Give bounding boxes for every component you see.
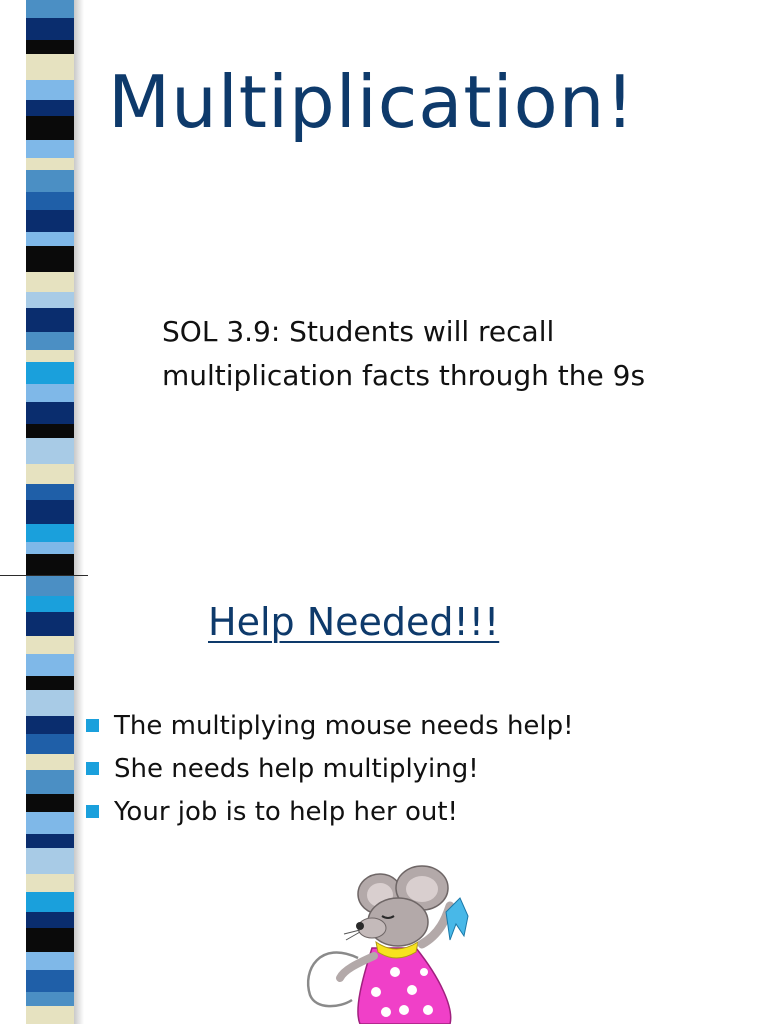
stripe-segment: [26, 874, 74, 892]
stripe-segment: [26, 754, 74, 770]
stripe-segment: [26, 912, 74, 928]
stripe-segment: [26, 438, 74, 464]
bullet-text: Your job is to help her out!: [114, 796, 458, 827]
list-item: [86, 747, 574, 790]
stripe-segment: [26, 210, 74, 232]
list-item: [86, 704, 574, 747]
bullet-text: She needs help multiplying!: [114, 753, 479, 784]
bullet-list: [86, 704, 574, 833]
stripe-segment: [26, 158, 74, 170]
stripe-segment: [26, 54, 74, 80]
stripe-segment: [26, 892, 74, 912]
stripe-segment: [26, 596, 74, 612]
stripe-segment: [26, 848, 74, 874]
slide-title: Multiplication!: [108, 60, 636, 144]
stripe-segment: [26, 500, 74, 524]
stripe-shadow: [74, 0, 84, 576]
stripe-segment: [26, 18, 74, 40]
stripe-segment: [26, 170, 74, 192]
stripe-segment: [26, 690, 74, 716]
stripe-segment: [26, 928, 74, 952]
stripe-segment: [26, 0, 74, 18]
stripe-segment: [26, 812, 74, 834]
stripe-segment: [26, 770, 74, 794]
stripe-segment: [26, 636, 74, 654]
stripe-segment: [26, 40, 74, 54]
list-item: [86, 790, 574, 833]
stripe-segment: [26, 100, 74, 116]
mouse-illustration: [300, 860, 490, 1024]
stripe-shadow: [74, 576, 84, 1024]
stripe-segment: [26, 542, 74, 554]
stripe-segment: [26, 952, 74, 970]
stripe-segment: [26, 1006, 74, 1024]
stripe-segment: [26, 246, 74, 272]
stripe-segment: [26, 232, 74, 246]
stripe-segment: [26, 424, 74, 438]
square-bullet-icon: [86, 719, 99, 732]
bullet-text: The multiplying mouse needs help!: [114, 710, 574, 741]
stripe-segment: [26, 524, 74, 542]
decorative-stripe: [26, 576, 74, 1024]
stripe-segment: [26, 292, 74, 308]
stripe-segment: [26, 192, 74, 210]
stripe-segment: [26, 464, 74, 484]
square-bullet-icon: [86, 805, 99, 818]
stripe-segment: [26, 676, 74, 690]
stripe-segment: [26, 272, 74, 292]
stripe-segment: [26, 332, 74, 350]
stripe-segment: [26, 484, 74, 500]
stripe-segment: [26, 402, 74, 424]
stripe-segment: [26, 80, 74, 100]
section-heading: Help Needed!!!: [208, 600, 500, 644]
stripe-segment: [26, 992, 74, 1006]
learning-objective: SOL 3.9: Students will recall multiplication facts through the 9s: [162, 315, 646, 392]
stripe-segment: [26, 116, 74, 140]
stripe-segment: [26, 308, 74, 332]
square-bullet-icon: [86, 762, 99, 775]
stripe-segment: [26, 716, 74, 734]
stripe-segment: [26, 140, 74, 158]
stripe-segment: [26, 734, 74, 754]
stripe-segment: [26, 794, 74, 812]
stripe-segment: [26, 350, 74, 362]
stripe-segment: [26, 576, 74, 596]
stripe-segment: [26, 384, 74, 402]
decorative-stripe: [26, 0, 74, 576]
stripe-segment: [26, 362, 74, 384]
stripe-segment: [26, 554, 74, 576]
stripe-segment: [26, 970, 74, 992]
stripe-segment: [26, 654, 74, 676]
stripe-segment: [26, 612, 74, 636]
stripe-segment: [26, 834, 74, 848]
